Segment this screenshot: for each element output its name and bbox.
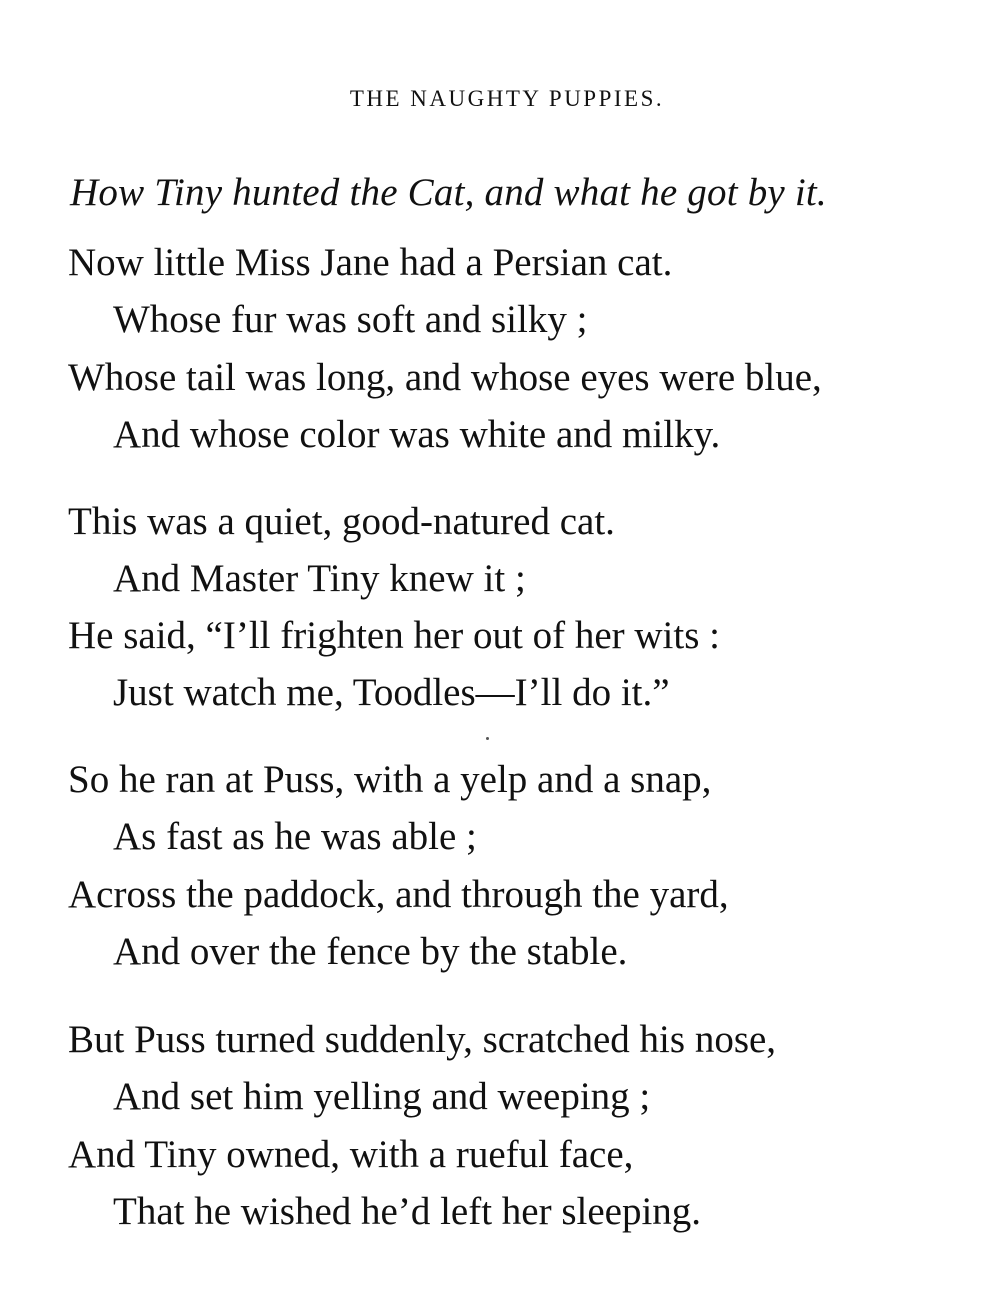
poem-subtitle: How Tiny hunted the Cat, and what he got by it. — [70, 171, 827, 214]
poem-line: Whose tail was long, and whose eyes were blue, — [68, 356, 822, 399]
poem-line: And whose color was white and milky. — [113, 413, 721, 456]
poem-line: And over the fence by the stable. — [113, 930, 628, 973]
ink-speck — [486, 737, 489, 740]
poem-line: Whose fur was soft and silky ; — [113, 298, 588, 341]
poem-line: Just watch me, Toodles—I’ll do it.” — [113, 671, 670, 714]
poem-line: And Tiny owned, with a rueful face, — [68, 1133, 634, 1176]
poem-line: He said, “I’ll frighten her out of her wits : — [68, 614, 720, 657]
poem-line: Across the paddock, and through the yard, — [68, 873, 729, 916]
poem-line: This was a quiet, good-natured cat. — [68, 500, 615, 543]
poem-line: That he wished he’d left her sleeping. — [113, 1190, 702, 1233]
poem-line: So he ran at Puss, with a yelp and a snap, — [68, 758, 712, 801]
poem-line: And Master Tiny knew it ; — [113, 557, 526, 600]
running-title: THE NAUGHTY PUPPIES. — [349, 86, 665, 111]
poem-line: And set him yelling and weeping ; — [113, 1075, 651, 1118]
poem-line: But Puss turned suddenly, scratched his nose, — [68, 1018, 777, 1061]
poem-line: As fast as he was able ; — [113, 815, 477, 858]
poem-line: Now little Miss Jane had a Persian cat. — [68, 241, 673, 284]
